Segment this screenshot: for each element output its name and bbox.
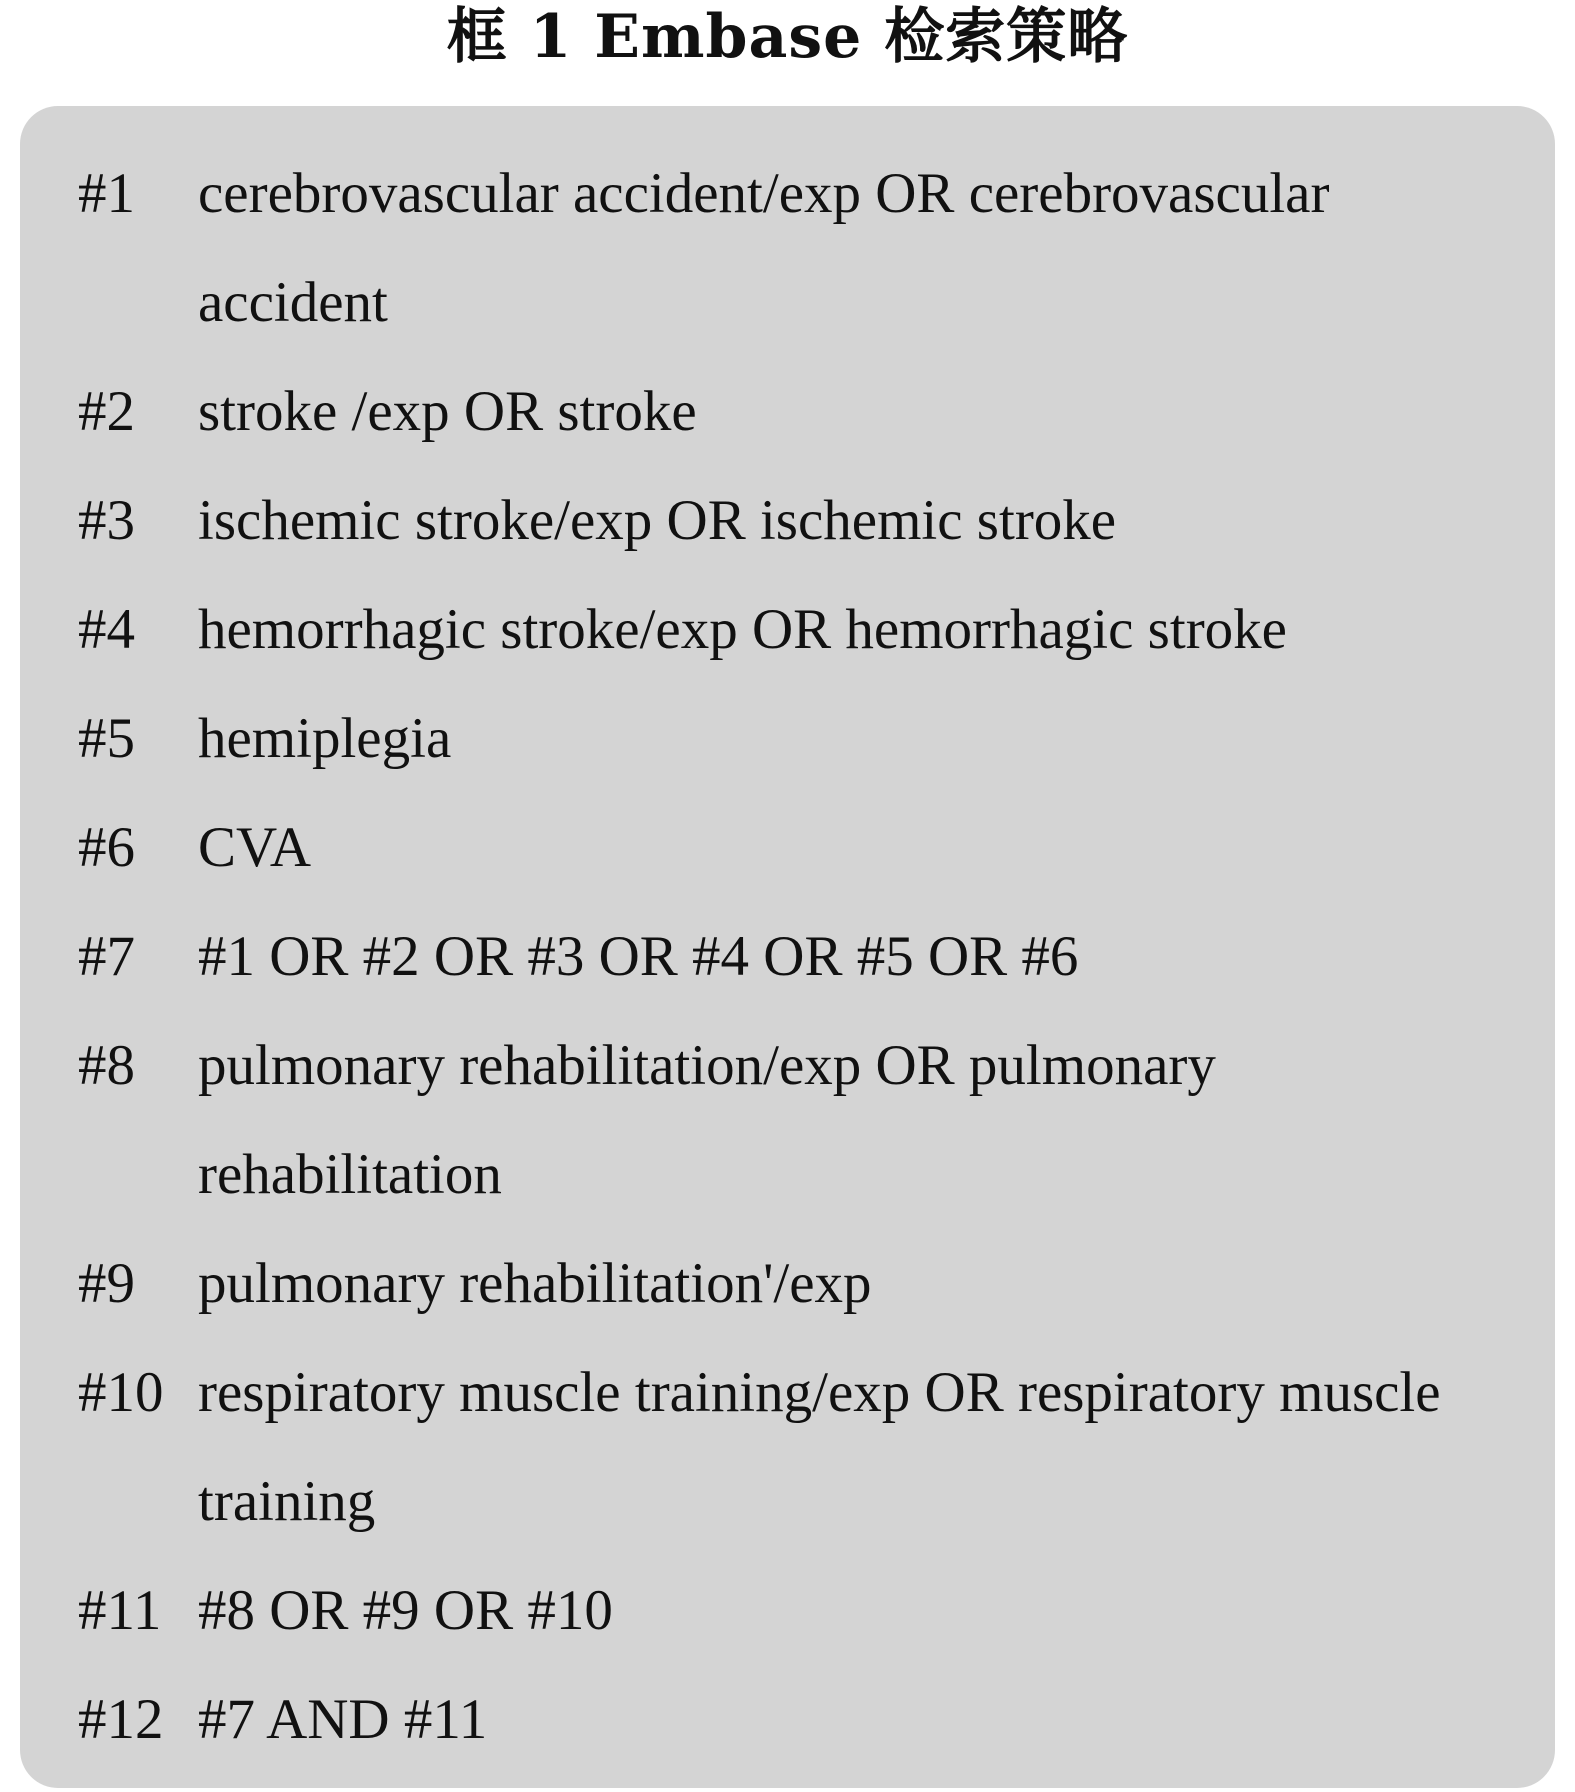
- row-number: #2: [78, 380, 135, 443]
- strategy-row-8: [78, 1011, 1518, 1229]
- strategy-row-1: [78, 139, 1518, 357]
- strategy-row-2: [78, 357, 1518, 466]
- row-query: hemiplegia: [198, 707, 452, 770]
- row-number: #1: [78, 162, 135, 225]
- row-number: #9: [78, 1252, 135, 1315]
- row-number: #10: [78, 1361, 164, 1424]
- row-number: #6: [78, 816, 135, 879]
- row-query: pulmonary rehabilitation'/exp: [198, 1252, 872, 1315]
- strategy-row-4: [78, 575, 1518, 684]
- row-query: #8 OR #9 OR #10: [198, 1579, 613, 1642]
- row-number: #8: [78, 1034, 135, 1097]
- row-query: stroke /exp OR stroke: [198, 380, 697, 443]
- row-query: #1 OR #2 OR #3 OR #4 OR #5 OR #6: [198, 925, 1079, 988]
- row-query: #7 AND #11: [198, 1688, 488, 1751]
- row-query: pulmonary rehabilitation/exp OR pulmonary rehabilitation: [198, 1034, 1216, 1206]
- row-number: #4: [78, 598, 135, 661]
- row-query: hemorrhagic stroke/exp OR hemorrhagic stroke: [198, 598, 1287, 661]
- strategy-row-5: [78, 684, 1518, 793]
- row-query: cerebrovascular accident/exp OR cerebrovascular accident: [198, 162, 1330, 334]
- row-number: #3: [78, 489, 135, 552]
- row-query: ischemic stroke/exp OR ischemic stroke: [198, 489, 1117, 552]
- row-query: CVA: [198, 816, 311, 879]
- strategy-row-3: [78, 466, 1518, 575]
- strategy-row-9: [78, 1229, 1518, 1338]
- strategy-row-7: [78, 902, 1518, 1011]
- strategy-row-10: [78, 1338, 1518, 1556]
- row-number: #7: [78, 925, 135, 988]
- search-strategy-box: [20, 106, 1555, 1788]
- row-number: #5: [78, 707, 135, 770]
- row-query: respiratory muscle training/exp OR respiratory muscle training: [198, 1361, 1441, 1533]
- strategy-row-12: [78, 1665, 1518, 1774]
- row-number: #12: [78, 1688, 164, 1751]
- strategy-row-6: [78, 793, 1518, 902]
- strategy-row-11: [78, 1556, 1518, 1665]
- search-strategy-list: [78, 139, 1518, 1774]
- box-caption: 框 1 Embase 检索策略: [446, 2, 1129, 72]
- row-number: #11: [78, 1579, 162, 1642]
